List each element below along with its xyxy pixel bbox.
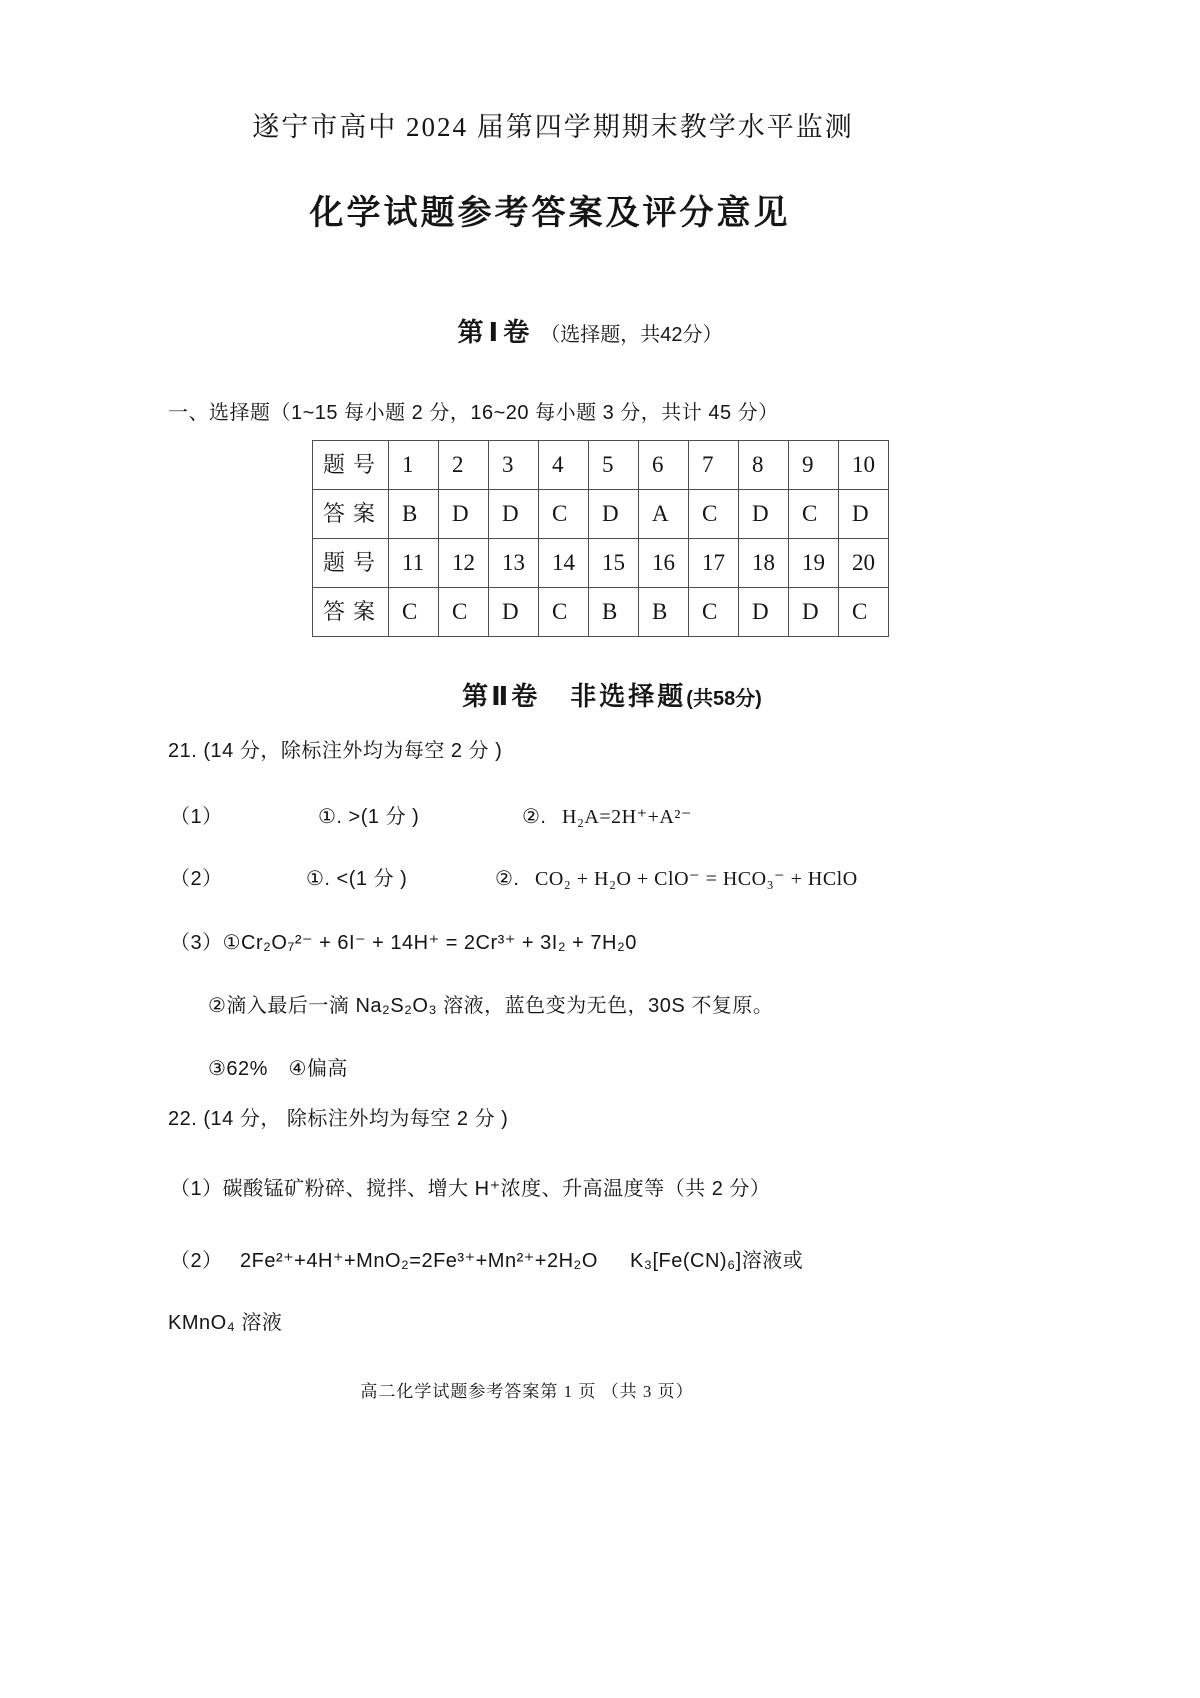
q21-item2-answer-a: ①. <(1 分 ) <box>306 868 408 890</box>
q21-item2-formula: CO₂ + H₂O + ClO⁻ = HCO₃⁻ + HClO <box>535 868 858 890</box>
table-cell: 15 <box>589 539 639 588</box>
q22-item2-reagent: K₃[Fe(CN)₆]溶液或 <box>630 1250 804 1272</box>
q21-item2-answer-b-label: ②. <box>495 868 520 890</box>
q21-header: 21. (14 分，除标注外均为每空 2 分 ) <box>168 740 503 762</box>
table-cell: B <box>389 490 439 539</box>
table-cell: 9 <box>789 441 839 490</box>
table-cell: C <box>389 588 439 637</box>
table-cell: 14 <box>539 539 589 588</box>
choice-section-instruction: 一、选择题（1~15 每小题 2 分，16~20 每小题 3 分，共计 45 分） <box>168 402 779 424</box>
table-row <box>313 588 889 637</box>
table-cell: 1 <box>389 441 439 490</box>
answer-table <box>312 440 889 637</box>
table-cell: C <box>689 588 739 637</box>
q22-item2-reagent-cont: KMnO₄ 溶液 <box>168 1312 283 1334</box>
table-cell: 18 <box>739 539 789 588</box>
table-cell: D <box>489 490 539 539</box>
table-cell: D <box>489 588 539 637</box>
table-cell: 5 <box>589 441 639 490</box>
table-cell: 16 <box>639 539 689 588</box>
answer-table-wrap <box>312 440 889 637</box>
row-header-cell: 答案 <box>313 588 389 637</box>
part2-heading-note: (共58分) <box>686 688 762 710</box>
table-row <box>313 539 889 588</box>
table-cell: D <box>439 490 489 539</box>
q22-item1-answer: （1）碳酸锰矿粉碎、搅拌、增大 H⁺浓度、升高温度等（共 2 分） <box>170 1178 771 1200</box>
table-cell: B <box>639 588 689 637</box>
table-cell: 11 <box>389 539 439 588</box>
page-footer: 高二化学试题参考答案第 1 页 （共 3 页） <box>360 1382 694 1401</box>
table-cell: D <box>739 588 789 637</box>
table-cell: 10 <box>839 441 889 490</box>
doc-subtitle: 化学试题参考答案及评分意见 <box>309 194 791 232</box>
table-cell: 7 <box>689 441 739 490</box>
part2-heading-title: 第Ⅱ卷 <box>462 681 541 711</box>
q22-header: 22. (14 分， 除标注外均为每空 2 分 ) <box>168 1108 509 1130</box>
part1-heading <box>0 318 1180 348</box>
table-cell: 20 <box>839 539 889 588</box>
table-cell: 17 <box>689 539 739 588</box>
table-cell: 13 <box>489 539 539 588</box>
table-cell: B <box>589 588 639 637</box>
table-cell: 3 <box>489 441 539 490</box>
q21-item2-label: （2） <box>170 868 223 890</box>
table-cell: C <box>539 588 589 637</box>
q21-item1-formula: H₂A=2H⁺+A²⁻ <box>562 806 692 828</box>
table-cell: C <box>839 588 889 637</box>
table-cell: C <box>789 490 839 539</box>
table-cell: 8 <box>739 441 789 490</box>
row-header-cell: 答案 <box>313 490 389 539</box>
part1-heading-title: 第Ⅰ卷 <box>457 317 535 347</box>
q22-item2-label: （2） <box>170 1250 223 1272</box>
part1-heading-note: （选择题，共42分） <box>540 324 723 346</box>
table-cell: D <box>839 490 889 539</box>
table-row <box>313 441 889 490</box>
table-cell: D <box>589 490 639 539</box>
q21-item1-label: （1） <box>170 806 223 828</box>
q21-item1-answer-a: ①. >(1 分 ) <box>318 806 420 828</box>
q21-item3-equation: （3）①Cr₂O₇²⁻ + 6I⁻ + 14H⁺ = 2Cr³⁺ + 3I₂ + 7H₂0 <box>170 932 637 954</box>
table-cell: 4 <box>539 441 589 490</box>
table-cell: 6 <box>639 441 689 490</box>
table-row <box>313 490 889 539</box>
table-cell: D <box>789 588 839 637</box>
part2-heading-title2: 非选择题 <box>570 681 687 711</box>
q21-item1-answer-b-label: ②. <box>522 806 547 828</box>
table-cell: 12 <box>439 539 489 588</box>
row-header-cell: 题号 <box>313 539 389 588</box>
table-cell: C <box>439 588 489 637</box>
q22-item2-equation: 2Fe²⁺+4H⁺+MnO₂=2Fe³⁺+Mn²⁺+2H₂O <box>240 1250 598 1272</box>
table-cell: C <box>539 490 589 539</box>
table-cell: A <box>639 490 689 539</box>
q21-item3-note: ②滴入最后一滴 Na₂S₂O₃ 溶液，蓝色变为无色，30S 不复原。 <box>208 995 774 1017</box>
table-cell: 19 <box>789 539 839 588</box>
part2-heading <box>12 682 1200 712</box>
row-header-cell: 题号 <box>313 441 389 490</box>
table-cell: 2 <box>439 441 489 490</box>
q21-item3-results: ③62% ④偏高 <box>208 1058 348 1080</box>
table-cell: C <box>689 490 739 539</box>
table-cell: D <box>739 490 789 539</box>
doc-title: 遂宁市高中 2024 届第四学期期末教学水平监测 <box>252 112 854 142</box>
